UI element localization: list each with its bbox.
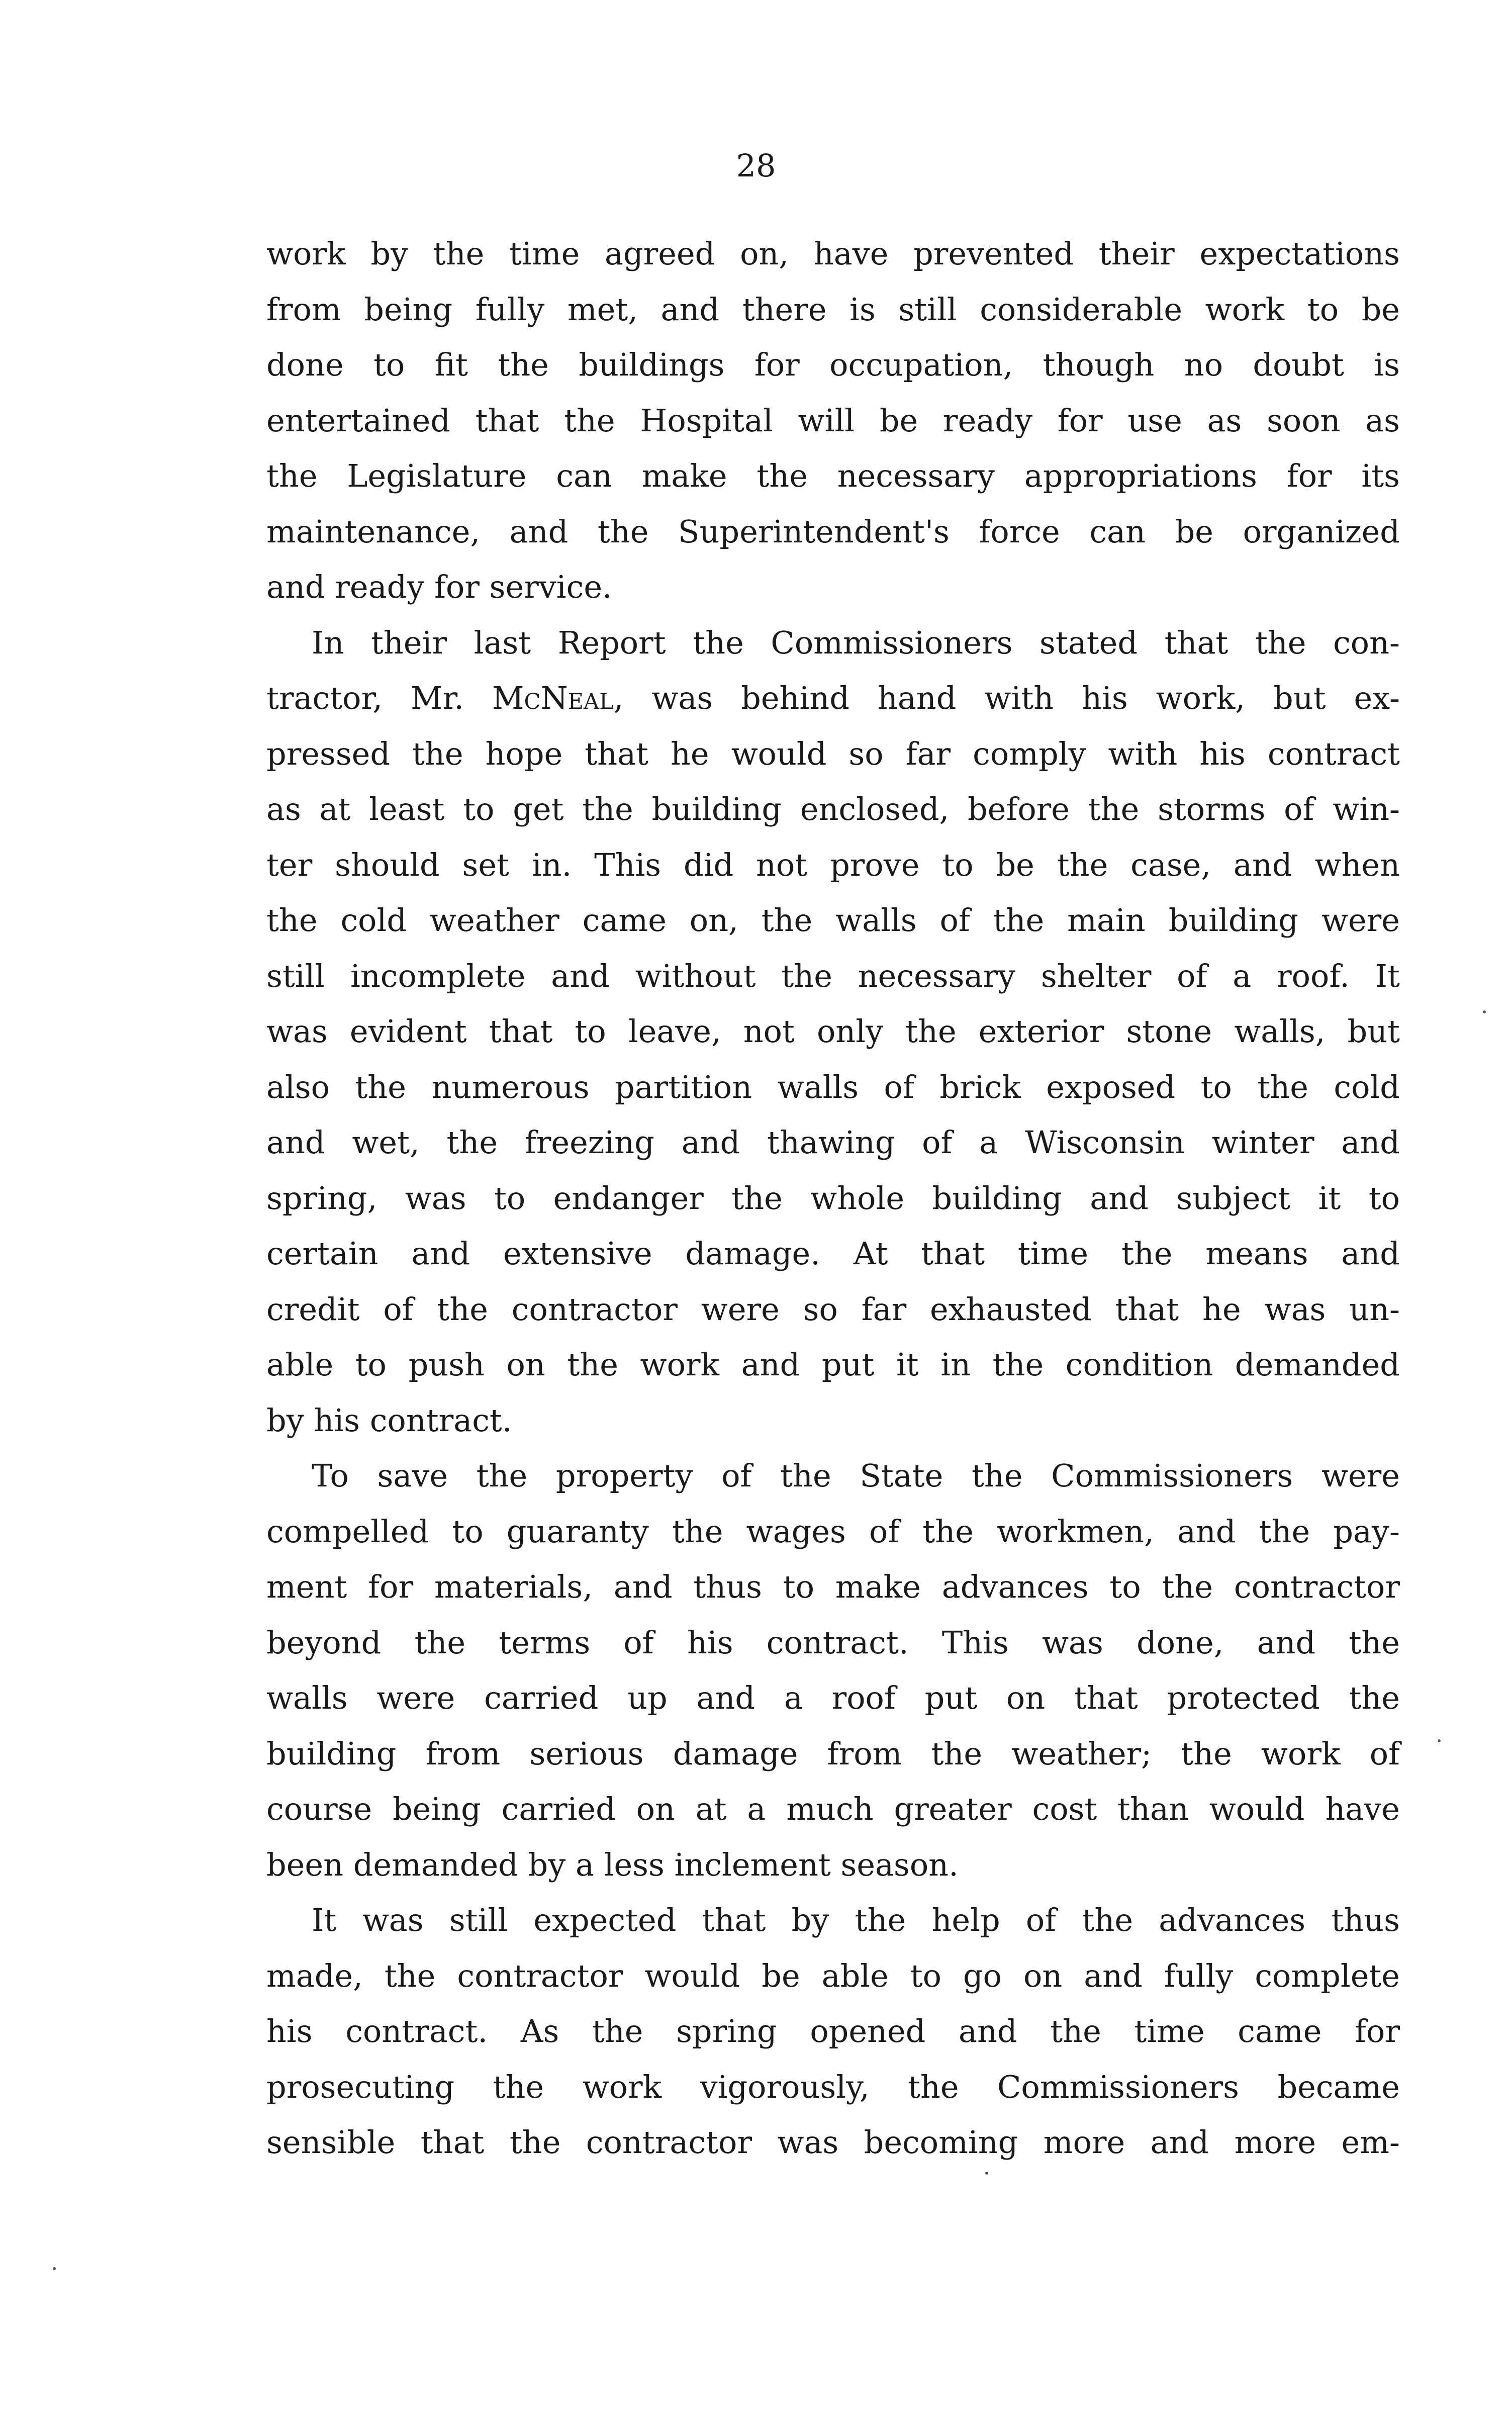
text-line: certain and extensive damage. At that time the means and	[266, 1235, 1400, 1272]
text-line: still incomplete and without the necessary shelter of a roof. It	[266, 957, 1400, 994]
contractor-name: McNeal	[492, 680, 614, 716]
text-line: also the numerous partition walls of brick exposed to the cold	[266, 1068, 1400, 1105]
text-line: beyond the terms of his contract. This was done, and the	[266, 1624, 1400, 1661]
text-line: and ready for service.	[266, 569, 612, 605]
paragraph-2	[266, 615, 1400, 1449]
paragraph-1	[266, 226, 1400, 615]
text-line: ment for materials, and thus to make advances to the contractor	[266, 1568, 1400, 1605]
text-line: was evident that to leave, not only the exterior stone walls, but	[266, 1013, 1400, 1050]
scan-speck	[53, 2267, 56, 2270]
text-line: spring, was to endanger the whole building and subject it to	[266, 1179, 1400, 1217]
text-line: entertained that the Hospital will be ready for use as soon as	[266, 402, 1400, 439]
text-line: prosecuting the work vigorously, the Commissioners became	[266, 2068, 1400, 2105]
text-line: It was still expected that by the help of the advances thus	[312, 1902, 1400, 1938]
text-line: In their last Report the Commissioners stated that the con-	[312, 624, 1400, 661]
text-line: from being fully met, and there is still considerable work to be	[266, 291, 1400, 328]
text-line: ter should set in. This did not prove to be the case, and when	[266, 846, 1400, 883]
scan-speck	[1438, 1739, 1441, 1742]
text-line: as at least to get the building enclosed, before the storms of win-	[266, 791, 1400, 827]
text-line: credit of the contractor were so far exhausted that he was un-	[266, 1290, 1400, 1328]
text-line: compelled to guaranty the wages of the workmen, and the pay-	[266, 1513, 1400, 1550]
text-line: maintenance, and the Superintendent's force can be organized	[266, 513, 1400, 550]
text-line: made, the contractor would be able to go on and fully complete	[266, 1957, 1400, 1994]
text-line: able to push on the work and put it in the condition demanded	[266, 1346, 1400, 1383]
text-line: by his contract.	[266, 1402, 512, 1439]
scan-speck	[1483, 1010, 1486, 1013]
text-line: course being carried on at a much greater cost than would have	[266, 1791, 1400, 1827]
text-line: pressed the hope that he would so far comply with his contract	[266, 735, 1400, 772]
paragraph-3	[266, 1448, 1400, 1893]
text-line: his contract. As the spring opened and the time came for	[266, 2013, 1400, 2049]
paragraph-4	[266, 1893, 1400, 2171]
text-line: sensible that the contractor was becoming more and more em-	[266, 2124, 1400, 2161]
page-number: 28	[736, 147, 776, 184]
text-line: work by the time agreed on, have prevented their expectations	[266, 235, 1400, 272]
text-line: To save the property of the State the Commissioners were	[312, 1457, 1400, 1494]
body-text	[266, 226, 1400, 2171]
text-line: the Legislature can make the necessary appropriations for its	[266, 457, 1400, 494]
text-line: building from serious damage from the weather; the work of	[266, 1735, 1400, 1772]
scan-speck	[985, 2172, 988, 2175]
text-line: walls were carried up and a roof put on that protected the	[266, 1679, 1400, 1716]
text-line: tractor, Mr. McNeal, was behind hand with his work, but ex-	[266, 680, 1400, 716]
text-line: the cold weather came on, the walls of the main building were	[266, 902, 1400, 939]
text-line: done to fit the buildings for occupation, though no doubt is	[266, 346, 1400, 383]
text-line: been demanded by a less inclement season.	[266, 1846, 959, 1883]
text-line: and wet, the freezing and thawing of a Wisconsin winter and	[266, 1124, 1400, 1161]
